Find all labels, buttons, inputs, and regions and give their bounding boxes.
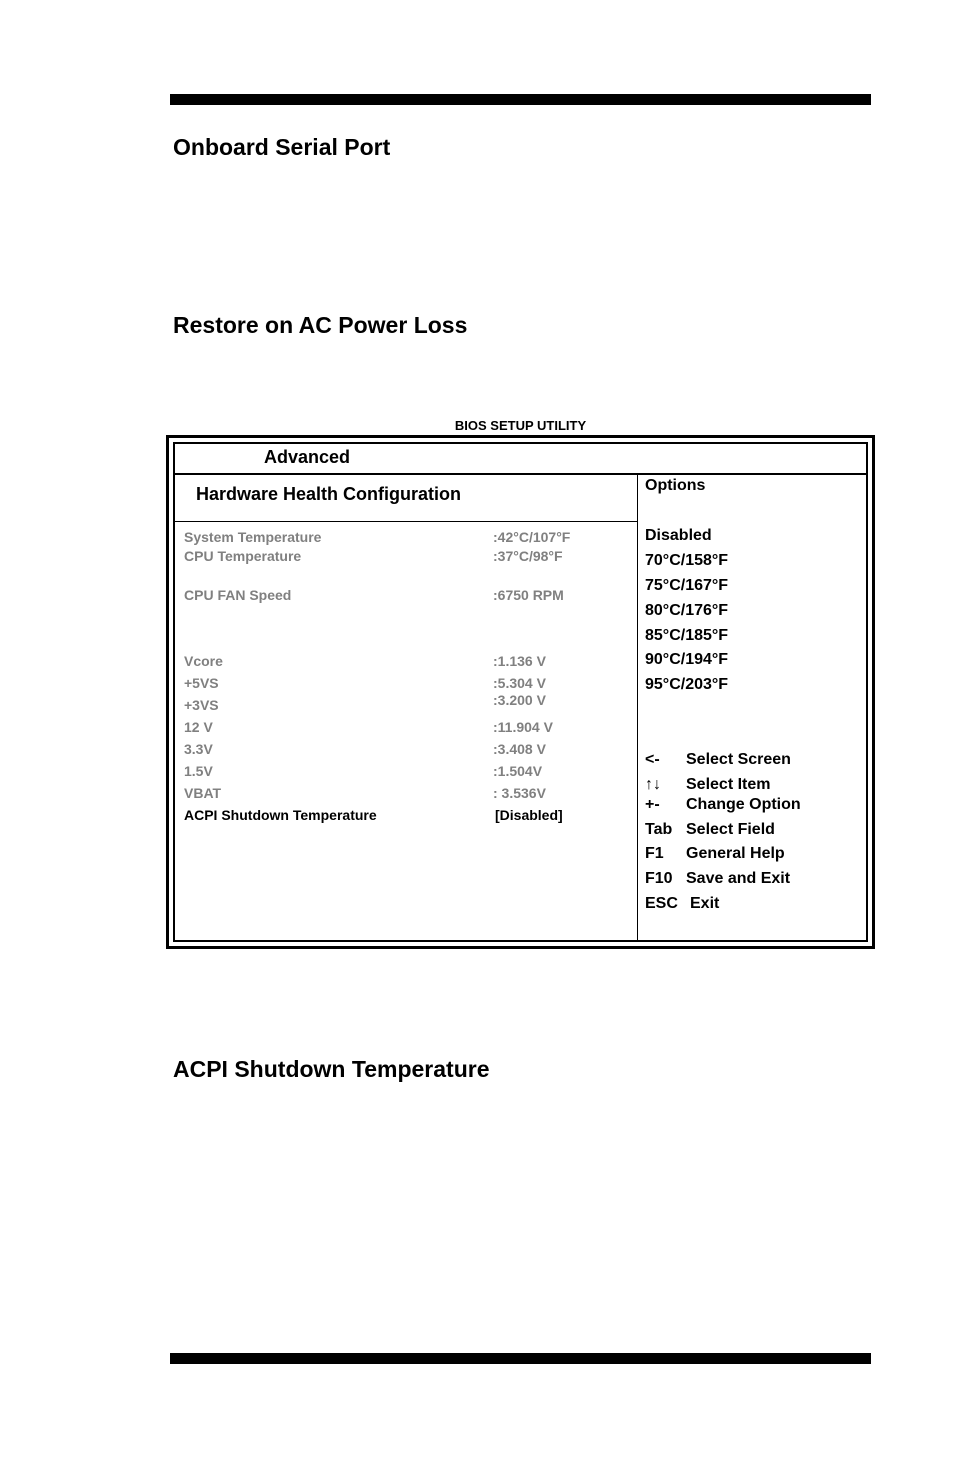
bottom-rule: [170, 1353, 871, 1364]
section-title: Hardware Health Configuration: [196, 484, 462, 504]
row-value: :1.504V: [493, 763, 543, 779]
bios-settings-pane: [175, 475, 638, 940]
row-label: CPU FAN Speed: [184, 587, 292, 603]
key-label: ESC: [645, 895, 678, 912]
row-label: ACPI Shutdown Temperature: [184, 807, 377, 823]
key-description: Exit: [690, 895, 720, 912]
heading-onboard-serial-port: Onboard Serial Port: [173, 134, 391, 160]
option-80c[interactable]: 80°C/176°F: [645, 602, 729, 619]
key-description: Select Field: [686, 821, 775, 838]
option-85c[interactable]: 85°C/185°F: [645, 627, 729, 644]
option-70c[interactable]: 70°C/158°F: [645, 552, 729, 569]
row-label: VBAT: [184, 785, 222, 801]
options-title: Options: [645, 477, 706, 494]
row-value: :42°C/107°F: [493, 529, 571, 545]
key-description: Select Item: [686, 776, 771, 793]
row-label: Vcore: [184, 653, 223, 669]
row-value[interactable]: [Disabled]: [495, 807, 563, 823]
option-95c[interactable]: 95°C/203°F: [645, 676, 729, 693]
row-label: CPU Temperature: [184, 548, 302, 564]
option-75c[interactable]: 75°C/167°F: [645, 577, 729, 594]
key-description: General Help: [686, 845, 785, 862]
tab-advanced[interactable]: Advanced: [264, 447, 351, 467]
top-rule: [170, 94, 871, 105]
row-value: :11.904 V: [493, 719, 553, 735]
bios-help-pane: [638, 475, 866, 940]
row-value: :37°C/98°F: [493, 548, 563, 564]
option-disabled[interactable]: Disabled: [645, 527, 712, 544]
row-label: +5VS: [184, 675, 219, 691]
row-value: :3.200 V: [493, 692, 546, 708]
row-value: :3.408 V: [493, 741, 546, 757]
key-description: Select Screen: [686, 751, 791, 768]
key-label: ↑↓: [645, 776, 661, 793]
option-90c[interactable]: 90°C/194°F: [645, 651, 729, 668]
row-value: :5.304 V: [493, 675, 546, 691]
bios-caption: BIOS SETUP UTILITY: [454, 418, 587, 433]
key-label: +-: [645, 796, 660, 813]
key-description: Save and Exit: [686, 870, 791, 887]
heading-acpi-shutdown-temperature: ACPI Shutdown Temperature: [173, 1056, 490, 1082]
row-label: 12 V: [184, 719, 213, 735]
key-label: F10: [645, 870, 673, 887]
heading-restore-ac-power-loss: Restore on AC Power Loss: [173, 312, 468, 338]
bios-inner-frame: [173, 442, 868, 942]
section-divider: [175, 521, 637, 522]
row-value: :1.136 V: [493, 653, 546, 669]
row-value: :6750 RPM: [493, 587, 564, 603]
key-label: Tab: [645, 821, 673, 838]
row-label: 1.5V: [184, 763, 213, 779]
key-description: Change Option: [686, 796, 801, 813]
bios-tab-bar: [175, 444, 866, 475]
row-label: 3.3V: [184, 741, 213, 757]
row-value: : 3.536V: [493, 785, 546, 801]
bios-screen: [166, 435, 875, 949]
row-label: +3VS: [184, 697, 219, 713]
key-label: <-: [645, 751, 660, 768]
row-label: System Temperature: [184, 529, 322, 545]
key-label: F1: [645, 845, 664, 862]
